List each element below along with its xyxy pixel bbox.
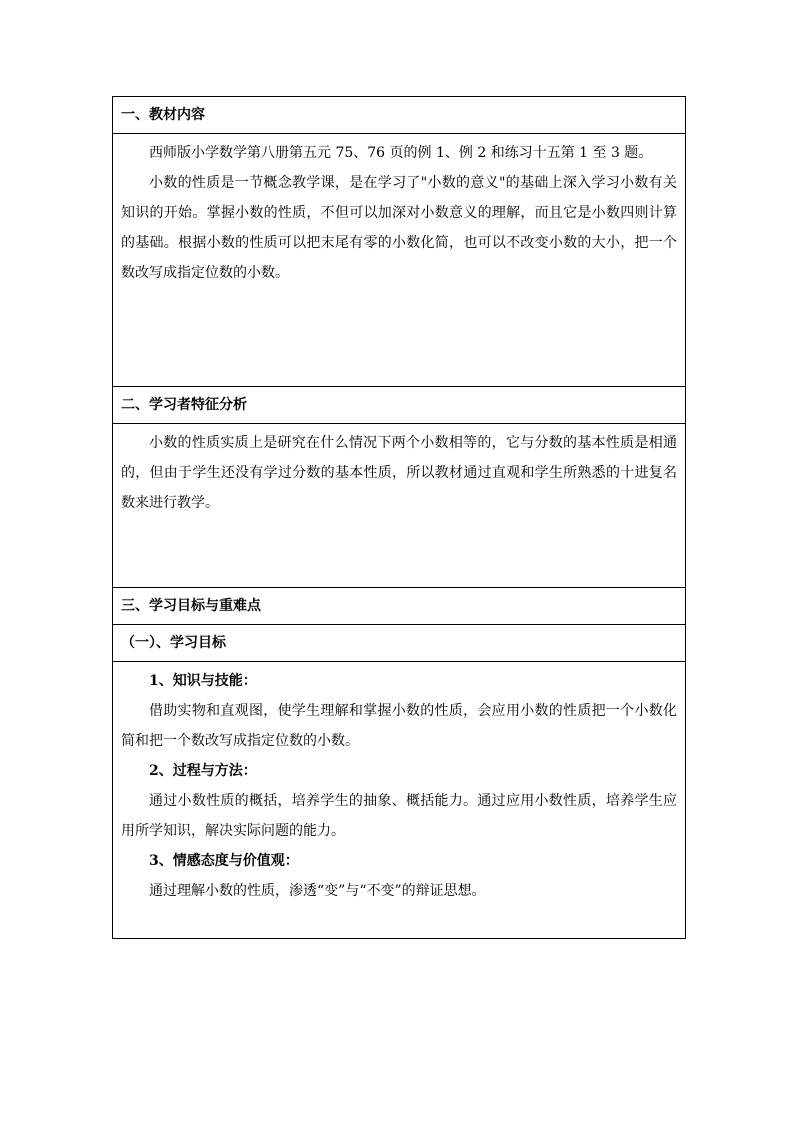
goal-title: 1、知识与技能： <box>149 673 257 689</box>
goal-text: 借助实物和直观图，使学生理解和掌握小数的性质，会应用小数的性质把一个小数化简和把一个数改写成指定位数的小数。 <box>121 703 677 749</box>
goal-title: 3、情感态度与价值观： <box>149 853 299 869</box>
goal-text: 通过理解小数的性质，渗透“变”与“不变”的辩证思想。 <box>149 883 486 899</box>
section2-content <box>113 424 686 588</box>
section1-paragraph: 西师版小学数学第八册第五元 75、76 页的例 1、例 2 和练习十五第 1 至 3 题。 <box>149 145 653 161</box>
section3-heading: 三、学习目标与重难点 <box>113 588 686 625</box>
lesson-plan-table <box>112 96 686 939</box>
section3-content <box>113 662 686 939</box>
section1-content <box>113 134 686 387</box>
section2-heading: 二、学习者特征分析 <box>113 387 686 424</box>
section1-heading: 一、教材内容 <box>113 97 686 134</box>
goal-title: 2、过程与方法： <box>149 763 257 779</box>
section3-subheading: （一）、学习目标 <box>113 625 686 662</box>
section1-paragraph: 小数的性质是一节概念教学课，是在学习了"小数的意义"的基础上深入学习小数有关知识的开始。掌握小数的性质，不但可以加深对小数意义的理解，而且它是小数四则计算的基础。根据小数的性质可以把末尾有零的小数化简，也可以不改变小数的大小，把一个数改写成指定位数的小数。 <box>121 175 677 281</box>
goal-text: 通过小数性质的概括，培养学生的抽象、概括能力。通过应用小数性质，培养学生应用所学知识，解决实际问题的能力。 <box>121 793 677 839</box>
section2-paragraph: 小数的性质实质上是研究在什么情况下两个小数相等的，它与分数的基本性质是相通的，但由于学生还没有学过分数的基本性质，所以教材通过直观和学生所熟悉的十进复名数来进行教学。 <box>121 435 677 511</box>
